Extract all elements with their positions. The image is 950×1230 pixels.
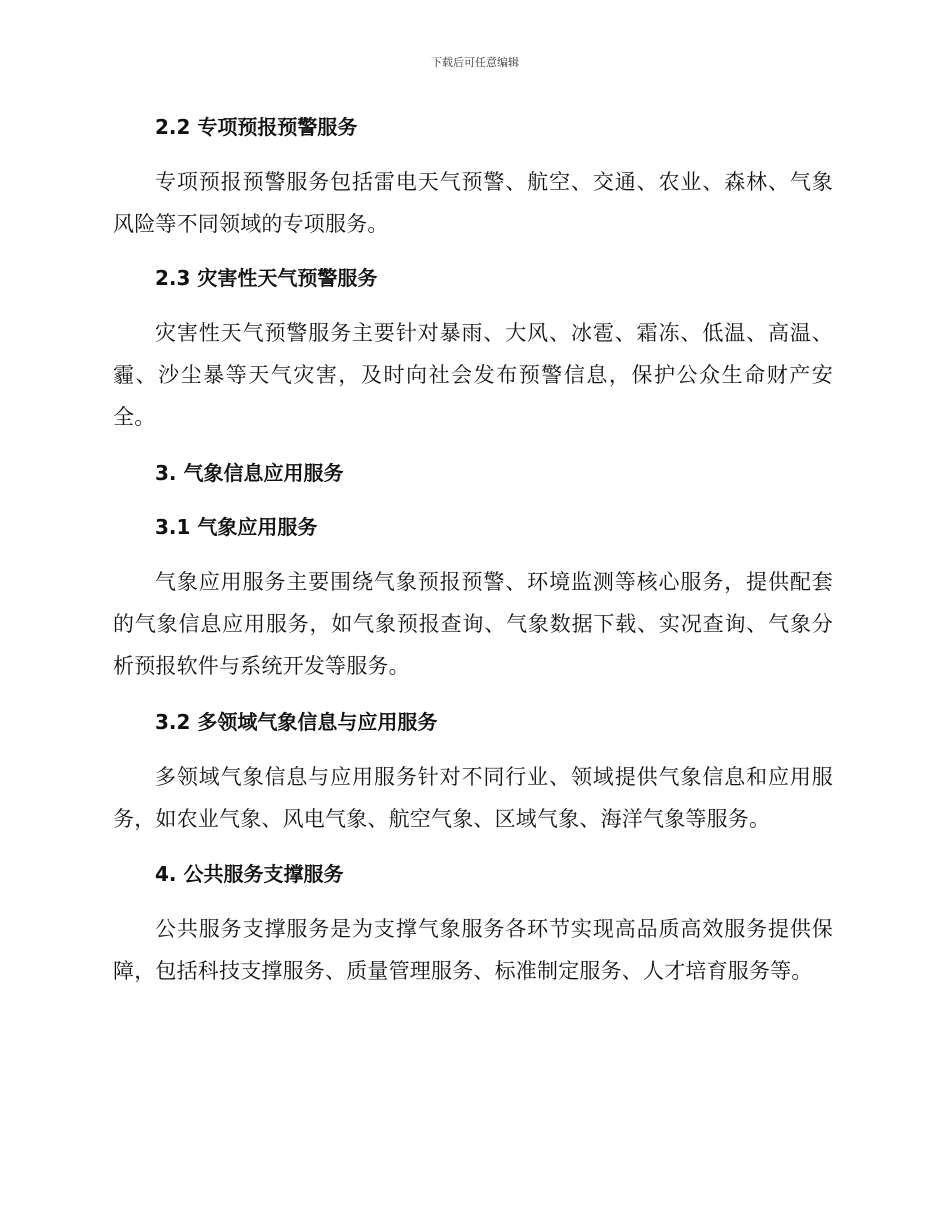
heading-3: 3. 气象信息应用服务 — [155, 461, 344, 485]
paragraph-3-1: 气象应用服务主要围绕气象预报预警、环境监测等核心服务，提供配套的气象信息应用服务，如气象预报查询、气象数据下载、实况查询、气象分析预报软件与系统开发等服务。 — [113, 570, 833, 678]
header-note: 下载后可任意编辑 — [431, 56, 519, 69]
heading-3-1: 3.1 气象应用服务 — [155, 515, 318, 539]
heading-2-3: 2.3 灾害性天气预警服务 — [155, 266, 378, 290]
paragraph-2-2: 专项预报预警服务包括雷电天气预警、航空、交通、农业、森林、气象风险等不同领域的专项服务。 — [113, 170, 833, 236]
heading-2-2: 2.2 专项预报预警服务 — [155, 115, 358, 139]
paragraph-4: 公共服务支撑服务是为支撑气象服务各环节实现高品质高效服务提供保障，包括科技支撑服务、质量管理服务、标准制定服务、人才培育服务等。 — [113, 917, 833, 983]
heading-4: 4. 公共服务支撑服务 — [155, 862, 344, 886]
paragraph-2-3: 灾害性天气预警服务主要针对暴雨、大风、冰雹、霜冻、低温、高温、霾、沙尘暴等天气灾害，及时向社会发布预警信息，保护公众生命财产安全。 — [113, 321, 833, 429]
paragraph-3-2: 多领域气象信息与应用服务针对不同行业、领域提供气象信息和应用服务，如农业气象、风电气象、航空气象、区域气象、海洋气象等服务。 — [113, 765, 833, 831]
heading-3-2: 3.2 多领域气象信息与应用服务 — [155, 710, 438, 734]
